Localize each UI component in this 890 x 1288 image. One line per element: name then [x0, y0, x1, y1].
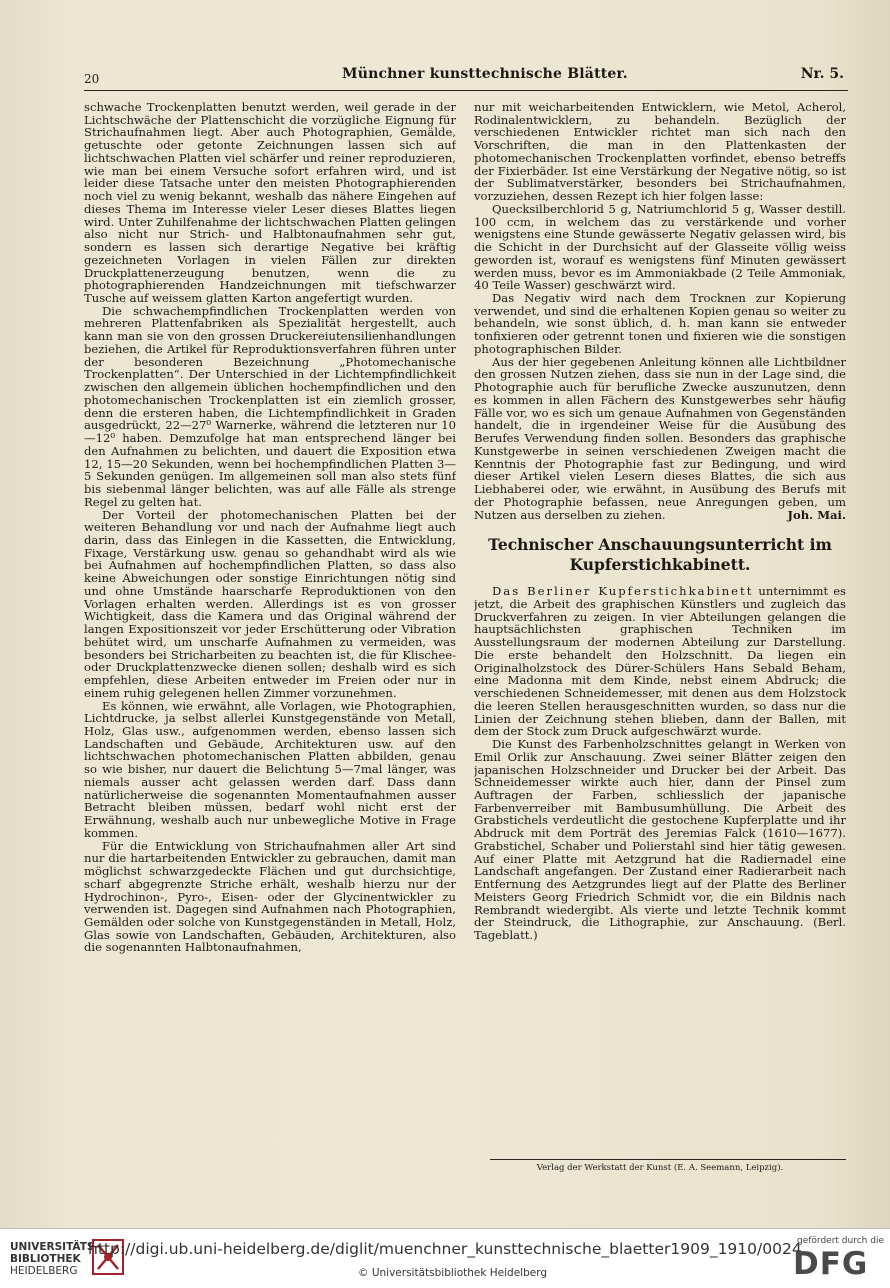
dfg-logo: DFG — [793, 1246, 869, 1282]
permalink-url[interactable]: http://digi.ub.uni-heidelberg.de/diglit/muenchner_kunsttechnische_blaetter1909_1910/0024 — [88, 1240, 802, 1258]
journal-title: Münchner kunsttechnische Blätter. — [342, 66, 628, 82]
header-rule — [84, 90, 848, 91]
viewer-footer — [0, 1228, 890, 1288]
paragraph: Für die Entwicklung von Strichaufnahmen aller Art sind nur die hartarbeitenden Entwickler zu gebrauchen, damit man möglichst schwarzgedeckte Flächen und gut durchsichtige, scharf abgegrenzte Striche erhält, weshalb hierzu nur der Hydrochinon-, Pyro-, Eisen- oder der Glycinentwickler zu verwenden ist. Dagegen sind Aufnahmen nach Photographien, Gemälden oder solche von Kunstgegenständen in Metall, Holz, Glas sowie von Landschaften, Gebäuden, Architekturen, also die sogenannten Halbtonaufnahmen, — [84, 838, 456, 955]
funding-note: gefördert durch die — [797, 1236, 884, 1246]
lead-spaced-text: Das Berliner Kupferstichkabinett — [492, 584, 754, 599]
paragraph: Quecksilberchlorid 5 g, Natriumchlorid 5 g, Wasser destill. 100 ccm, in welchem das zu verstärkende und vorher wenigstens eine Stunde gewässerte Negativ gelassen wird, bis die Schicht in der Durchsicht auf der Glasseite völlig weiss geworden ist, worauf es wenigstens fünf Minuten gewässert werden muss, bevor es im Ammoniakbade (2 Teile Ammoniak, 40 Teile Wasser) geschwärzt wird. — [474, 201, 846, 293]
page-header — [84, 66, 844, 88]
paragraph: schwache Trockenplatten benutzt werden, weil gerade in der Lichtschwäche der Plattenschicht die vorzügliche Eignung für Strichaufnahmen liegt. Aber auch Photographien, Gemälde, getuschte oder getonte Zeichnungen lassen sich auf lichtschwachen Platten viel schärfer und reiner reproduzieren, wie man bei einem Versuche sofort erfahren wird, und ist leider diese Tatsache unter den meisten Photographierenden noch viel zu wenig bekannt, weshalb das nähere Eingehen auf dieses Thema im Interesse vieler Leser dieses Blattes liegen wird. Unter Zuhilfenahme der lichtschwachen Platten gelingen also nicht nur Strich- und Halbtonaufnahmen sehr gut, sondern es lassen sich derartige Negative bei kräftig gezeichneten Vorlagen in vielen Fällen zur direkten Druckplattenerzeugung benutzen, wenn die zu photographierenden Handzeichnungen mit tiefschwarzer Tusche auf weissem glatten Karton angefertigt wurden. — [84, 101, 456, 306]
library-name — [10, 1241, 99, 1277]
issue-number: Nr. 5. — [800, 66, 844, 82]
left-column — [84, 101, 456, 1183]
paragraph-text: Die Kunst des Farbenholzschnittes gelangt in Werken von Emil Orlik zur Anschauung. Zwei seiner Blätter zeigen den japanischen Holzschneider und Drucker bei der Arbeit. Das Schneidemesser wirkte auch hier, dann der Pinsel zum Auftragen der Farben, schliesslich der japanische Farbenverreiber mit Bambusumhüllung. Die Arbeit des Grabstichels verdeutlicht die gestochene Kupferplatte und ihr Abdruck mit dem Porträt des Jeremias Falck (1610—1677). Grabstichel, Schaber und Polierstahl sind hier tätig gewesen. Auf einer Platte mit Aetzgrund hat die Radiernadel eine Landschaft angefangen. Der Zustand einer Radierarbeit nach Entfernung des Aetzgrundes liegt auf der Platte des Berliner Meisters Georg Friedrich Schmidt vor, die ein Bildnis nach Rembrandt wiedergibt. Als vierte und letzte Technik kommt der Steindruck, die Lithographie, zur Anschauung. — [474, 737, 846, 930]
paragraph: Aus der hier gegebenen Anleitung können alle Lichtbildner den grossen Nutzen ziehen, dass sie nun in der Lage sind, die Photographie auch für berufliche Zwecke auszunutzen, denn es kommen in allen Fächern des Kunstgewerbes sehr häufig Fälle vor, wo es sich um genaue Aufnahmen von Gegenständen handelt, die in irgendeiner Weise für die Ausübung des Berufes Verwendung finden sollen. Besonders das graphische Kunstgewerbe in seinen verschiedenen Zweigen macht die Kenntnis der Photographie fast zur Bedingung, und wird dieser Artikel vielen Lesern dieses Blattes, die sich aus Liebhaberei oder, wie erwähnt, in Ausübung des Berufs mit der Photographie befassen, neue Anregungen geben, um Nutzen aus derselben zu ziehen. — [474, 354, 846, 522]
source-credit: (Berl. Tageblatt.) — [474, 915, 846, 943]
bottom-rule — [490, 1159, 846, 1160]
paragraph: Das Negativ wird nach dem Trocknen zur Kopierung verwendet, und sind die erhaltenen Kopien genau so weiter zu behandeln, wie sonst üblich, d. h. man kann sie entweder tonfixieren oder getrennt tonen und fixieren wie die sonstigen photographischen Bilder. — [474, 291, 846, 356]
lead-text: unternimmt es jetzt, die Arbeit des graphischen Künstlers und zugleich das Druckverfahren zu zeigen. In vier Abteilungen gelangen die hauptsächlichsten graphischen Techniken im Ausstellungsraum der modernen Abteilung zur Darstellung. Die erste behandelt den Holzschnitt. Da liegen ein Originalholzstock des Dürer-Schülers Hans Sebald Beham, eine Madonna mit dem Kinde, nebst einem Abdruck; die verschiedenen Schneidemesser, mit denen aus dem Holzstock die leeren Stellen herausgeschnitten wurden, so dass nur die Linien der Zeichnung stehen blieben, dann der Ballen, mit dem der Stock zum Druck aufgeschwärzt wurde. — [474, 584, 846, 739]
library-line: BIBLIOTHEK — [10, 1253, 81, 1265]
library-line: UNIVERSITÄTS- — [10, 1241, 99, 1253]
library-line: HEIDELBERG — [10, 1265, 78, 1277]
paragraph — [474, 738, 846, 942]
article-title: Technischer Anschauungsunterricht im Kupferstichkabinett. — [488, 535, 832, 575]
copyright-notice: © Universitätsbibliothek Heidelberg — [358, 1267, 548, 1279]
publisher-line: Verlag der Werkstatt der Kunst (E. A. Seemann, Leipzig). — [536, 1163, 784, 1173]
paragraph: Der Vorteil der photomechanischen Platten bei der weiteren Behandlung vor und nach der Aufnahme liegt auch darin, dass das Einlegen in die Kassetten, die Entwicklung, Fixage, Verstärkung usw. genau so gehandhabt wird als wie bei Aufnahmen auf hochempfindlichen Platten, so dass also keine Abweichungen oder sonstige Einrichtungen nötig sind und ohne Umstände haarscharfe Reproduktionen von den Vorlagen erhalten werden. Allerdings ist es von grosser Wichtigkeit, dass die Kamera und das Original während der langen Expositionszeit vor jeder Erschütterung oder Vibration behütet wird, um unscharfe Aufnahmen zu vermeiden, was besonders bei Stricharbeiten zu beachten ist, die für Klischee- oder Druckplattenzwecke dienen sollen; deshalb wird es sich empfehlen, diese Arbeiten entweder im Freien oder nur in einem ruhig gelegenen hellen Zimmer vorzunehmen. — [84, 507, 456, 700]
right-column — [474, 101, 846, 1166]
author-signature: Joh. Mai. — [787, 507, 846, 522]
paragraph: Die schwachempfindlichen Trockenplatten werden von mehreren Plattenfabriken als Spezialität hergestellt, auch kann man sie von den grossen Druckereiutensilienhandlungen beziehen, die Artikel für Reproduktionsverfahren führen unter der besonderen Bezeichnung „Photomechanische Trockenplatten“. Der Unterschied in der Lichtempfindlichkeit zwischen den allgemein üblichen hochempfindlichen und den photomechanischen Trockenplatten ist ein ziemlich grosser, denn die ersteren haben, die Lichtempfindlichkeit in Graden ausgedrückt, 22—27⁰ Warnerke, während die letzteren nur 10—12⁰ haben. Demzufolge hat man entsprechend länger bei den Aufnahmen zu belichten, und dauert die Exposition etwa 12, 15—20 Sekunden, wenn bei hochempfindlichen Platten 3—5 Sekunden genügen. Im allgemeinen soll man also stets fünf bis siebenmal länger belichten, was auf alle Fälle als strenge Regel zu gelten hat. — [84, 303, 456, 509]
paragraph: Es können, wie erwähnt, alle Vorlagen, wie Photographien, Lichtdrucke, ja selbst allerlei Kunstgegenstände von Metall, Holz, Glas usw., aufgenommen werden, ebenso lassen sich Landschaften und Gebäude, Architekturen usw. auf den lichtschwachen photomechanischen Platten abbilden, genau so wie bisher, nur dauert die Belichtung 5—7mal länger, was niemals ausser acht gelassen werden darf. Dass dann natürlicherweise die sogenannten Momentaufnahmen ausser Betracht bleiben müssen, bedarf wohl nicht erst der Erwähnung, weshalb auch nur unbewegliche Motive in Frage kommen. — [84, 698, 456, 840]
paragraph: nur mit weicharbeitenden Entwicklern, wie Metol, Acherol, Rodinalentwicklern, zu behandeln. Bezüglich der verschiedenen Entwickler richtet man sich nach den Vorschriften, die man in den Plattenkasten der photomechanischen Trockenplatten vorfindet, ebenso betreffs der Fixierbäder. Ist eine Verstärkung der Negative nötig, so ist der Sublimatverstärker, besonders bei Strichaufnahmen, vorzuziehen, dessen Rezept ich hier folgen lasse: — [474, 101, 846, 204]
paragraph — [474, 585, 846, 738]
page-number: 20 — [84, 72, 100, 86]
